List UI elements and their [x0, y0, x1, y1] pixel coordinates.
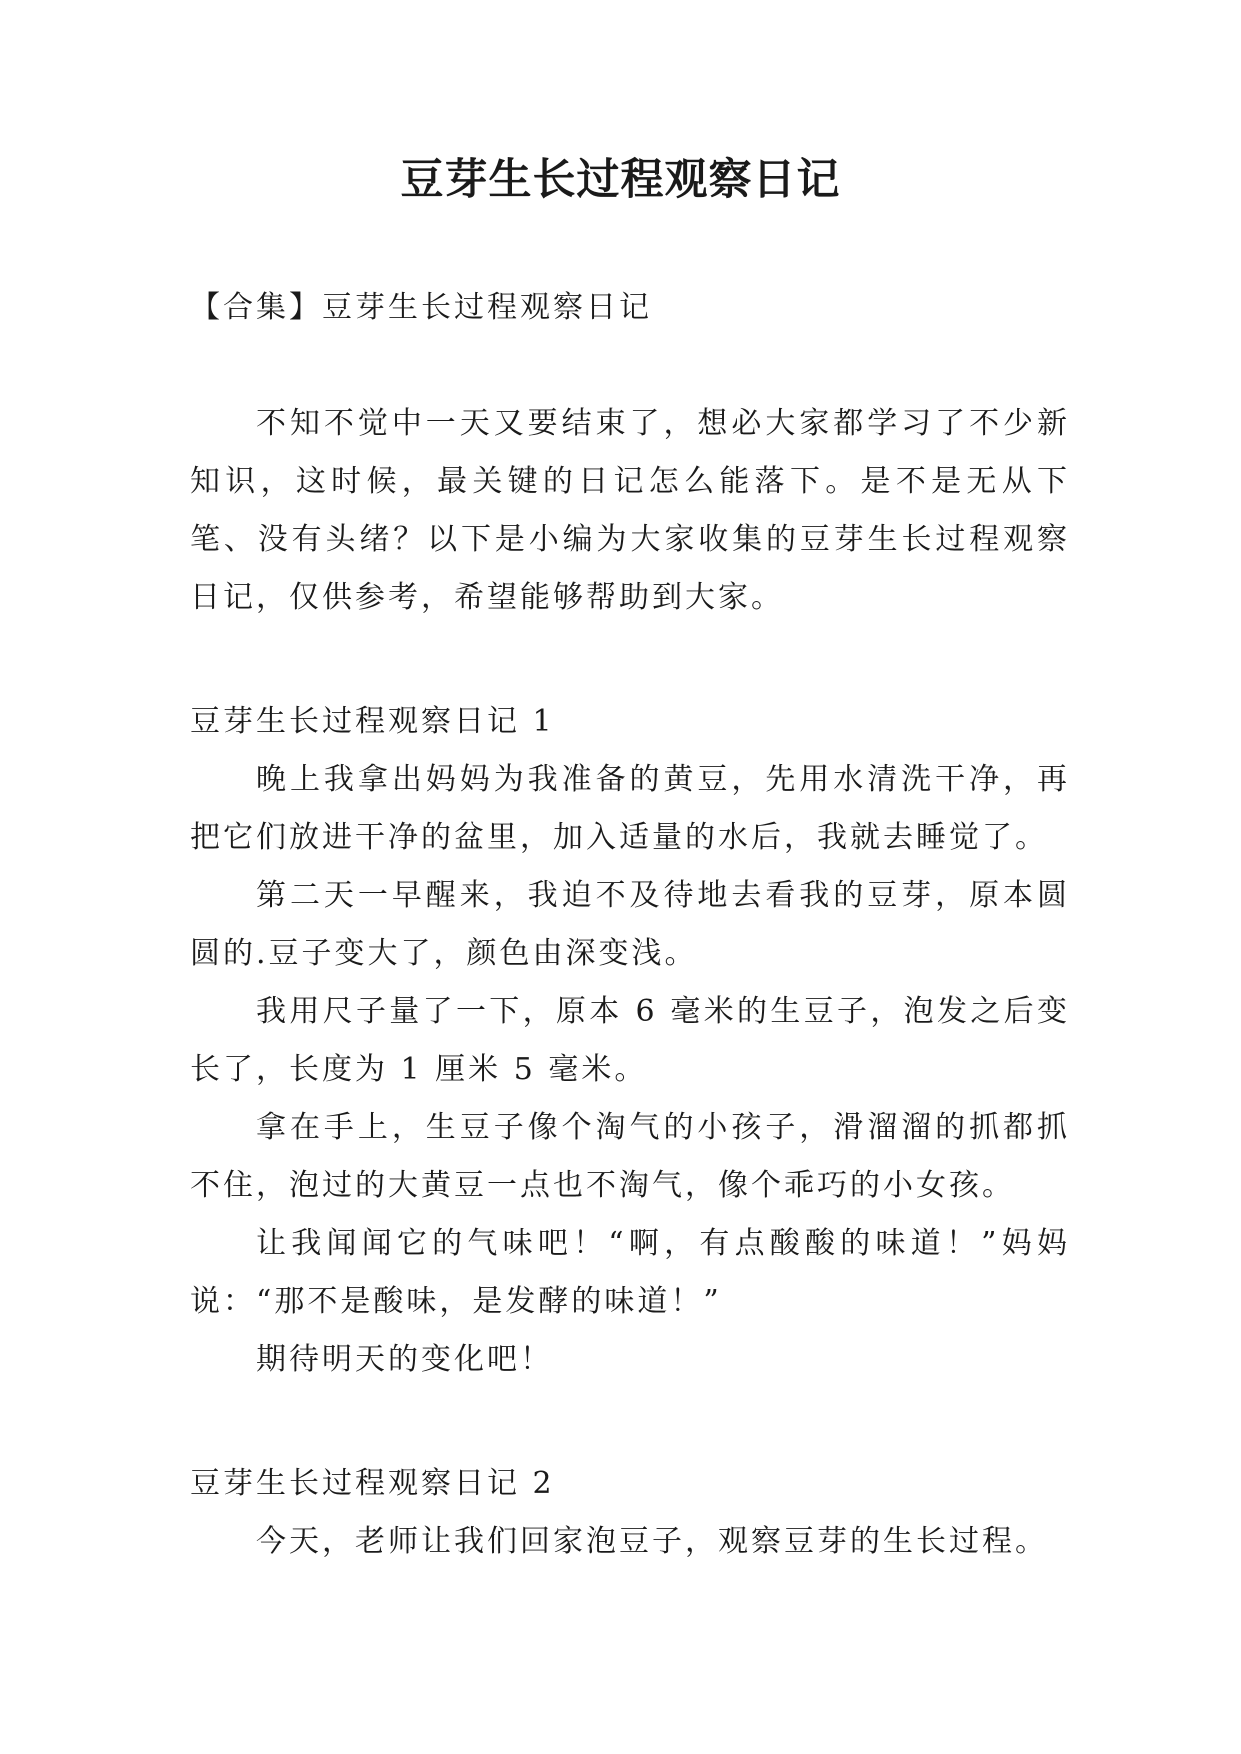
- intro-paragraph: 不知不觉中一天又要结束了，想必大家都学习了不少新知识，这时候，最关键的日记怎么能落下。是不是无从下笔、没有头绪？以下是小编为大家收集的豆芽生长过程观察日记，仅供参考，希望能够帮助到大家。: [190, 406, 1070, 615]
- document-body: [190, 395, 1070, 1571]
- section-paragraph: 晚上我拿出妈妈为我准备的黄豆，先用水清洗干净，再把它们放进干净的盆里，加入适量的水后，我就去睡觉了。: [190, 762, 1070, 855]
- document-subtitle: 【合集】豆芽生长过程观察日记: [190, 290, 652, 325]
- section-paragraph: 让我闻闻它的气味吧！“啊，有点酸酸的味道！”妈妈说：“那不是酸味，是发酵的味道！”: [190, 1226, 1070, 1319]
- spacer: [190, 1389, 1070, 1455]
- section-paragraph: 期待明天的变化吧！: [256, 1342, 553, 1377]
- spacer: [190, 627, 1070, 693]
- section-paragraph: 我用尺子量了一下，原本 6 毫米的生豆子，泡发之后变长了，长度为 1 厘米 5 毫米。: [190, 994, 1070, 1087]
- section-heading: 豆芽生长过程观察日记 2: [190, 1466, 555, 1501]
- section-paragraph: 今天，老师让我们回家泡豆子，观察豆芽的生长过程。: [256, 1524, 1048, 1559]
- section-paragraph: 拿在手上，生豆子像个淘气的小孩子，滑溜溜的抓都抓不住，泡过的大黄豆一点也不淘气，像个乖巧的小女孩。: [190, 1110, 1070, 1203]
- section-heading: 豆芽生长过程观察日记 1: [190, 704, 555, 739]
- section-paragraph: 第二天一早醒来，我迫不及待地去看我的豆芽，原本圆圆的.豆子变大了，颜色由深变浅。: [190, 878, 1070, 971]
- document-title: 豆芽生长过程观察日记: [400, 155, 841, 205]
